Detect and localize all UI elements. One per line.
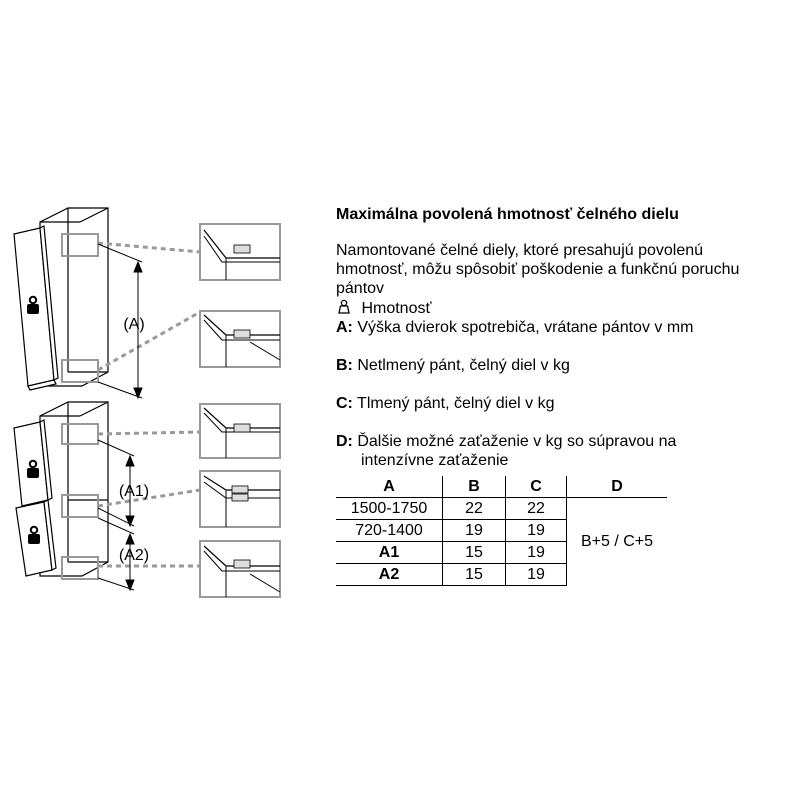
- table-cell: 22: [443, 498, 506, 520]
- dimension-A1-label: (A1): [118, 483, 150, 500]
- legend-A: [336, 318, 694, 337]
- weight-table: [336, 476, 667, 586]
- table-header: C: [506, 476, 567, 498]
- table-cell: 19: [506, 520, 567, 542]
- legend-B-desc: Netlmený pánt, čelný diel v kg: [357, 357, 570, 374]
- legend-C-desc: Tlmený pánt, čelný diel v kg: [357, 395, 555, 412]
- table-header: B: [443, 476, 506, 498]
- table-cell: A1: [336, 542, 443, 564]
- table-header: D: [567, 476, 668, 498]
- weight-legend: [336, 299, 431, 318]
- legend-B-key: B:: [336, 357, 353, 374]
- weight-legend-label: Hmotnosť: [361, 300, 432, 317]
- intro-line-3: pántov: [336, 280, 385, 297]
- weight-icon: [336, 299, 352, 315]
- legend-D: [336, 432, 676, 451]
- legend-D-desc-1: Ďalšie možné zaťaženie v kg so súpravou na: [357, 433, 677, 450]
- table-cell: 15: [443, 542, 506, 564]
- table-cell: 19: [506, 564, 567, 586]
- table-cell-d: B+5 / C+5: [567, 498, 668, 586]
- intro-line-1: Namontované čelné diely, ktoré presahujú povolenú: [336, 242, 704, 259]
- section-title: Maximálna povolená hmotnosť čelného dielu: [336, 206, 679, 223]
- table-cell: 720-1400: [336, 520, 443, 542]
- legend-C: [336, 394, 554, 413]
- hinge-detail-lower-3: [200, 541, 280, 597]
- hinge-detail-lower-1: [200, 404, 280, 458]
- legend-C-key: C:: [336, 395, 353, 412]
- legend-A-key: A:: [336, 319, 353, 336]
- hinge-detail-upper-2: [200, 311, 280, 367]
- intro-line-2: hmotnosť, môžu spôsobiť poškodenie a funkčnú poruchu: [336, 261, 740, 278]
- legend-A-desc: Výška dvierok spotrebiča, vrátane pántov v mm: [357, 319, 694, 336]
- table-cell: 22: [506, 498, 567, 520]
- hinge-detail-lower-2: [200, 471, 280, 527]
- table-cell: 19: [443, 520, 506, 542]
- hinge-installation-figure: [0, 0, 340, 800]
- legend-D-desc-2: intenzívne zaťaženie: [361, 452, 509, 469]
- table-header: A: [336, 476, 443, 498]
- dimension-A2-label: (A2): [118, 547, 150, 564]
- legend-B: [336, 356, 570, 375]
- table-header-row: [336, 476, 667, 498]
- table-cell: 15: [443, 564, 506, 586]
- table-cell: 19: [506, 542, 567, 564]
- hinge-detail-upper-1: [200, 224, 280, 280]
- table-row: [336, 498, 667, 520]
- table-cell: A2: [336, 564, 443, 586]
- dimension-A-label: (A): [123, 316, 145, 333]
- legend-D-key: D:: [336, 433, 353, 450]
- table-cell: 1500-1750: [336, 498, 443, 520]
